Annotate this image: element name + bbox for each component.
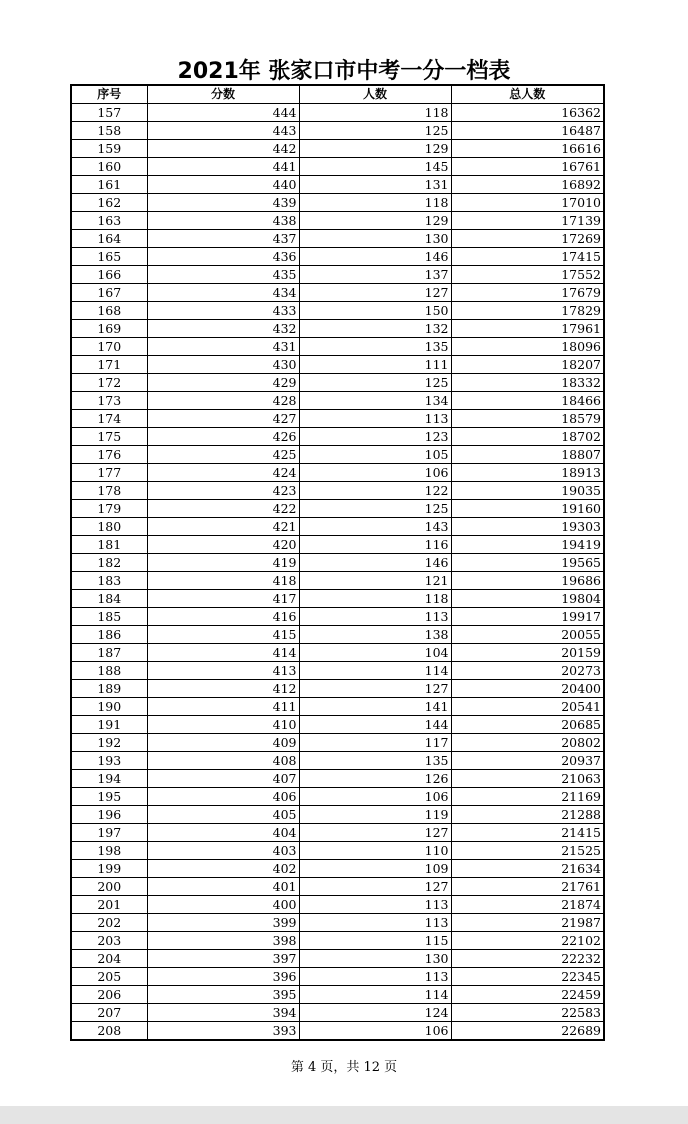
table-row [71,770,604,788]
cell-score: 435 [147,266,299,284]
cell-count: 111 [299,356,451,374]
cell-count: 130 [299,950,451,968]
cell-seq: 186 [71,626,147,644]
cell-count: 115 [299,932,451,950]
cell-total: 16616 [451,140,604,158]
table-row [71,230,604,248]
cell-total: 19686 [451,572,604,590]
cell-score: 397 [147,950,299,968]
cell-total: 18207 [451,356,604,374]
cell-total: 22689 [451,1022,604,1041]
cell-score: 429 [147,374,299,392]
cell-count: 146 [299,554,451,572]
cell-score: 427 [147,410,299,428]
header-count: 人数 [299,85,451,104]
table-row [71,320,604,338]
cell-count: 118 [299,194,451,212]
cell-seq: 206 [71,986,147,1004]
cell-score: 416 [147,608,299,626]
cell-count: 109 [299,860,451,878]
cell-count: 144 [299,716,451,734]
cell-seq: 183 [71,572,147,590]
table-row [71,266,604,284]
cell-total: 18702 [451,428,604,446]
cell-count: 127 [299,680,451,698]
cell-count: 106 [299,1022,451,1041]
table-row [71,860,604,878]
cell-seq: 198 [71,842,147,860]
cell-total: 20541 [451,698,604,716]
table-row [71,680,604,698]
table-row [71,446,604,464]
cell-total: 21634 [451,860,604,878]
cell-seq: 163 [71,212,147,230]
cell-count: 137 [299,266,451,284]
cell-score: 422 [147,500,299,518]
cell-count: 113 [299,608,451,626]
cell-count: 127 [299,824,451,842]
table-row [71,986,604,1004]
cell-seq: 166 [71,266,147,284]
cell-total: 18466 [451,392,604,410]
table-row [71,716,604,734]
cell-count: 114 [299,662,451,680]
cell-score: 406 [147,788,299,806]
cell-total: 19303 [451,518,604,536]
cell-total: 21288 [451,806,604,824]
cell-seq: 174 [71,410,147,428]
table-row [71,428,604,446]
cell-total: 18807 [451,446,604,464]
cell-count: 127 [299,878,451,896]
cell-seq: 191 [71,716,147,734]
cell-count: 135 [299,338,451,356]
cell-score: 404 [147,824,299,842]
cell-score: 442 [147,140,299,158]
table-row [71,968,604,986]
cell-total: 18096 [451,338,604,356]
cell-seq: 158 [71,122,147,140]
table-row [71,842,604,860]
cell-total: 19035 [451,482,604,500]
table-row [71,464,604,482]
table-header-row [71,85,604,104]
cell-total: 20273 [451,662,604,680]
table-row [71,1022,604,1041]
cell-count: 145 [299,158,451,176]
cell-count: 118 [299,104,451,122]
cell-score: 417 [147,590,299,608]
table-row [71,932,604,950]
cell-count: 150 [299,302,451,320]
viewer-bottom-bar [0,1106,688,1124]
cell-total: 21169 [451,788,604,806]
table-row [71,536,604,554]
cell-score: 440 [147,176,299,194]
cell-total: 17010 [451,194,604,212]
table-row [71,590,604,608]
cell-seq: 164 [71,230,147,248]
table-row [71,878,604,896]
cell-count: 125 [299,500,451,518]
table-row [71,950,604,968]
table-row [71,212,604,230]
cell-score: 438 [147,212,299,230]
cell-count: 141 [299,698,451,716]
table-row [71,824,604,842]
cell-score: 433 [147,302,299,320]
cell-total: 18913 [451,464,604,482]
cell-count: 132 [299,320,451,338]
cell-seq: 168 [71,302,147,320]
table-row [71,410,604,428]
cell-score: 395 [147,986,299,1004]
table-row [71,176,604,194]
table-row [71,518,604,536]
table-row [71,752,604,770]
header-seq: 序号 [71,85,147,104]
table-row [71,194,604,212]
cell-seq: 157 [71,104,147,122]
cell-seq: 195 [71,788,147,806]
cell-total: 19565 [451,554,604,572]
cell-score: 421 [147,518,299,536]
table-body [71,104,604,1041]
cell-count: 113 [299,896,451,914]
table-row [71,500,604,518]
cell-seq: 201 [71,896,147,914]
cell-seq: 193 [71,752,147,770]
table-row [71,734,604,752]
cell-score: 407 [147,770,299,788]
cell-seq: 197 [71,824,147,842]
cell-total: 17415 [451,248,604,266]
cell-total: 22459 [451,986,604,1004]
table-row [71,788,604,806]
cell-score: 418 [147,572,299,590]
cell-count: 116 [299,536,451,554]
cell-total: 21987 [451,914,604,932]
cell-total: 19160 [451,500,604,518]
cell-seq: 204 [71,950,147,968]
cell-count: 119 [299,806,451,824]
cell-score: 437 [147,230,299,248]
table-row [71,392,604,410]
cell-seq: 189 [71,680,147,698]
cell-score: 441 [147,158,299,176]
cell-count: 129 [299,140,451,158]
table-row [71,122,604,140]
cell-total: 19804 [451,590,604,608]
cell-seq: 190 [71,698,147,716]
table-row [71,1004,604,1022]
cell-total: 20802 [451,734,604,752]
cell-count: 131 [299,176,451,194]
table-row [71,896,604,914]
cell-total: 21525 [451,842,604,860]
cell-score: 393 [147,1022,299,1041]
cell-seq: 171 [71,356,147,374]
cell-score: 431 [147,338,299,356]
cell-seq: 187 [71,644,147,662]
cell-count: 129 [299,212,451,230]
cell-total: 20937 [451,752,604,770]
cell-seq: 196 [71,806,147,824]
cell-score: 402 [147,860,299,878]
cell-score: 411 [147,698,299,716]
score-table [70,84,605,1041]
cell-seq: 167 [71,284,147,302]
cell-score: 419 [147,554,299,572]
cell-seq: 180 [71,518,147,536]
table-row [71,554,604,572]
cell-total: 17139 [451,212,604,230]
cell-count: 114 [299,986,451,1004]
cell-total: 16487 [451,122,604,140]
cell-count: 127 [299,284,451,302]
table-row [71,626,604,644]
cell-score: 434 [147,284,299,302]
cell-seq: 173 [71,392,147,410]
cell-count: 118 [299,590,451,608]
table-row [71,374,604,392]
cell-total: 22232 [451,950,604,968]
cell-seq: 199 [71,860,147,878]
cell-total: 21761 [451,878,604,896]
cell-count: 143 [299,518,451,536]
header-score: 分数 [147,85,299,104]
cell-count: 134 [299,392,451,410]
cell-total: 18332 [451,374,604,392]
cell-score: 432 [147,320,299,338]
cell-score: 409 [147,734,299,752]
cell-score: 414 [147,644,299,662]
cell-seq: 203 [71,932,147,950]
cell-count: 113 [299,968,451,986]
cell-score: 403 [147,842,299,860]
table-row [71,608,604,626]
cell-seq: 208 [71,1022,147,1041]
cell-total: 18579 [451,410,604,428]
cell-score: 423 [147,482,299,500]
cell-seq: 161 [71,176,147,194]
table-row [71,662,604,680]
cell-seq: 188 [71,662,147,680]
cell-seq: 160 [71,158,147,176]
cell-score: 425 [147,446,299,464]
table-row [71,914,604,932]
cell-total: 20159 [451,644,604,662]
cell-count: 124 [299,1004,451,1022]
cell-count: 113 [299,914,451,932]
cell-score: 405 [147,806,299,824]
cell-total: 21063 [451,770,604,788]
cell-count: 113 [299,410,451,428]
cell-total: 17679 [451,284,604,302]
cell-count: 110 [299,842,451,860]
page-title: 2021年 张家口市中考一分一档表 [177,59,511,84]
cell-count: 105 [299,446,451,464]
cell-seq: 184 [71,590,147,608]
cell-total: 22583 [451,1004,604,1022]
table-row [71,482,604,500]
cell-score: 400 [147,896,299,914]
table-row [71,806,604,824]
cell-score: 443 [147,122,299,140]
cell-total: 20400 [451,680,604,698]
cell-count: 135 [299,752,451,770]
cell-total: 17961 [451,320,604,338]
cell-score: 396 [147,968,299,986]
table-row [71,158,604,176]
cell-count: 106 [299,464,451,482]
table-row [71,356,604,374]
cell-total: 17552 [451,266,604,284]
cell-score: 394 [147,1004,299,1022]
cell-count: 125 [299,122,451,140]
cell-total: 17269 [451,230,604,248]
cell-total: 22345 [451,968,604,986]
cell-seq: 205 [71,968,147,986]
table-row [71,698,604,716]
cell-seq: 185 [71,608,147,626]
cell-score: 413 [147,662,299,680]
cell-seq: 169 [71,320,147,338]
cell-seq: 177 [71,464,147,482]
cell-score: 399 [147,914,299,932]
cell-seq: 192 [71,734,147,752]
cell-seq: 175 [71,428,147,446]
table-row [71,572,604,590]
cell-score: 436 [147,248,299,266]
cell-count: 104 [299,644,451,662]
table-row [71,302,604,320]
cell-seq: 194 [71,770,147,788]
cell-total: 22102 [451,932,604,950]
cell-score: 420 [147,536,299,554]
cell-score: 401 [147,878,299,896]
header-total: 总人数 [451,85,604,104]
cell-total: 21415 [451,824,604,842]
cell-seq: 200 [71,878,147,896]
cell-seq: 159 [71,140,147,158]
cell-seq: 165 [71,248,147,266]
cell-total: 20055 [451,626,604,644]
cell-score: 439 [147,194,299,212]
cell-count: 123 [299,428,451,446]
cell-count: 106 [299,788,451,806]
cell-seq: 182 [71,554,147,572]
cell-seq: 178 [71,482,147,500]
cell-count: 146 [299,248,451,266]
cell-total: 21874 [451,896,604,914]
cell-total: 16362 [451,104,604,122]
page-footer: 第 4 页，共 12 页 [290,1060,398,1075]
cell-count: 125 [299,374,451,392]
cell-score: 408 [147,752,299,770]
cell-seq: 181 [71,536,147,554]
cell-seq: 207 [71,1004,147,1022]
cell-count: 130 [299,230,451,248]
cell-count: 121 [299,572,451,590]
cell-count: 122 [299,482,451,500]
cell-seq: 172 [71,374,147,392]
cell-score: 428 [147,392,299,410]
cell-total: 16761 [451,158,604,176]
cell-seq: 162 [71,194,147,212]
table-row [71,140,604,158]
table-row [71,284,604,302]
cell-count: 126 [299,770,451,788]
cell-score: 415 [147,626,299,644]
table-row [71,104,604,122]
cell-score: 412 [147,680,299,698]
cell-total: 19917 [451,608,604,626]
cell-score: 430 [147,356,299,374]
cell-score: 426 [147,428,299,446]
cell-total: 16892 [451,176,604,194]
cell-score: 444 [147,104,299,122]
cell-seq: 170 [71,338,147,356]
cell-count: 138 [299,626,451,644]
cell-score: 410 [147,716,299,734]
cell-count: 117 [299,734,451,752]
cell-seq: 179 [71,500,147,518]
cell-seq: 202 [71,914,147,932]
cell-total: 19419 [451,536,604,554]
cell-total: 20685 [451,716,604,734]
cell-total: 17829 [451,302,604,320]
cell-score: 424 [147,464,299,482]
cell-seq: 176 [71,446,147,464]
table-row [71,644,604,662]
table-row [71,338,604,356]
table-row [71,248,604,266]
cell-score: 398 [147,932,299,950]
